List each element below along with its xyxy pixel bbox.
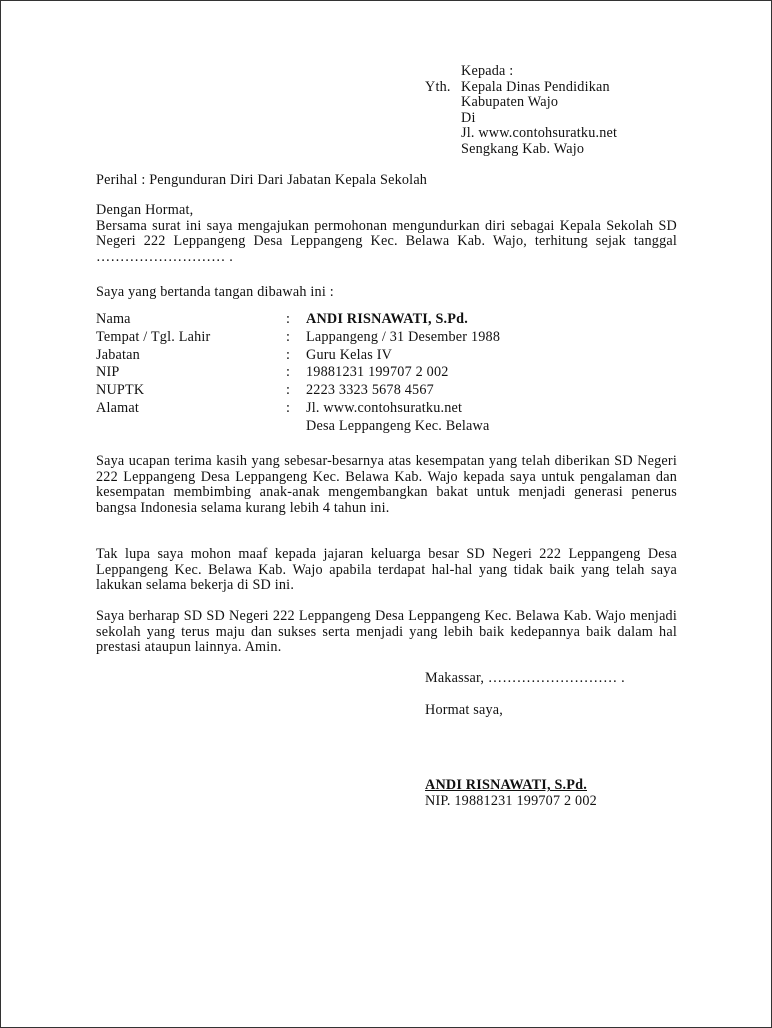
identity-label: Jabatan <box>96 346 140 363</box>
place-date: Makassar, ……………………… . <box>425 670 625 686</box>
recipient-line-3: Di <box>461 109 476 126</box>
signatory-name: ANDI RISNAWATI, S.Pd. <box>425 777 588 793</box>
identity-row <box>96 400 500 418</box>
recipient-title: Kepala Dinas Pendidikan <box>461 78 610 95</box>
identity-label: Tempat / Tgl. Lahir <box>96 328 211 345</box>
kepada-label: Kepada : <box>461 63 514 79</box>
identity-colon: : <box>286 328 291 345</box>
identity-value: Jl. www.contohsuratku.net <box>306 399 463 416</box>
identity-colon: : <box>286 364 291 381</box>
identity-value-name: ANDI RISNAWATI, S.Pd. <box>306 311 469 327</box>
identity-label: NUPTK <box>96 382 145 399</box>
regards: Hormat saya, <box>425 702 504 718</box>
identity-colon: : <box>286 346 291 363</box>
opening-section <box>96 203 677 265</box>
identity-row <box>96 347 500 365</box>
identity-label: Nama <box>96 311 131 327</box>
recipient-line-5: Sengkang Kab. Wajo <box>461 140 585 157</box>
identity-row <box>96 382 500 400</box>
identity-colon: : <box>286 382 291 399</box>
identity-value: 2223 3323 5678 4567 <box>306 382 434 399</box>
paragraph-apology: Tak lupa saya mohon maaf kepada jajaran keluarga besar SD Negeri 222 Leppangeng Desa Leppangeng Kec. Belawa Kab. Wajo apabila terdapat hal-hal yang tidak baik yang telah saya lakukan selama bekerja di SD ini. <box>96 546 677 594</box>
recipient-line-2: Kabupaten Wajo <box>461 94 559 111</box>
identity-row <box>96 311 500 329</box>
identity-row <box>96 329 500 347</box>
identity-row <box>96 364 500 382</box>
subject-line: Perihal : Pengunduran Diri Dari Jabatan Kepala Sekolah <box>96 172 428 188</box>
identity-colon: : <box>286 311 291 327</box>
identity-row <box>96 418 500 436</box>
identity-label: Alamat <box>96 399 139 416</box>
greeting: Dengan Hormat, <box>96 202 194 218</box>
paragraph-hope: Saya berharap SD SD Negeri 222 Leppangeng Desa Leppangeng Kec. Belawa Kab. Wajo menjadi sekolah yang terus maju dan sukses serta menjadi yang lebih baik kedepannya baik dalam hal prestasi ataupun lainnya. Amin. <box>96 608 677 656</box>
identity-value-address-2: Desa Leppangeng Kec. Belawa <box>306 417 490 434</box>
recipient-line-1 <box>425 80 617 96</box>
identity-label: NIP <box>96 364 120 381</box>
recipient-address <box>425 64 617 158</box>
yth-label: Yth. <box>425 78 451 95</box>
identity-value: Lappangeng / 31 Desember 1988 <box>306 328 501 345</box>
identity-value: Guru Kelas IV <box>306 346 393 363</box>
identity-value: 19881231 199707 2 002 <box>306 364 449 381</box>
intro-line: Saya yang bertanda tangan dibawah ini : <box>96 284 334 300</box>
identity-colon: : <box>286 399 291 416</box>
identity-table <box>96 311 500 436</box>
paragraph-thanks: Saya ucapan terima kasih yang sebesar-besarnya atas kesempatan yang telah diberikan SD Negeri 222 Leppangeng Desa Leppangeng Kec. Belawa Kab. Wajo kepada saya untuk pengalaman dan kesempatan membimbing anak-anak mengembangkan bakat untuk menjadi generasi penerus bangsa Indonesia selama kurang lebih 4 tahun ini. <box>96 453 677 516</box>
signatory-nip: NIP. 19881231 199707 2 002 <box>425 793 597 809</box>
recipient-line-4: Jl. www.contohsuratku.net <box>461 125 618 142</box>
opening-paragraph: Bersama surat ini saya mengajukan permohonan mengundurkan diri sebagai Kepala Sekolah SD Negeri 222 Leppangeng Desa Leppangeng Kec. Belawa Kab. Wajo, terhitung sejak tanggal ……………………… . <box>96 217 677 265</box>
